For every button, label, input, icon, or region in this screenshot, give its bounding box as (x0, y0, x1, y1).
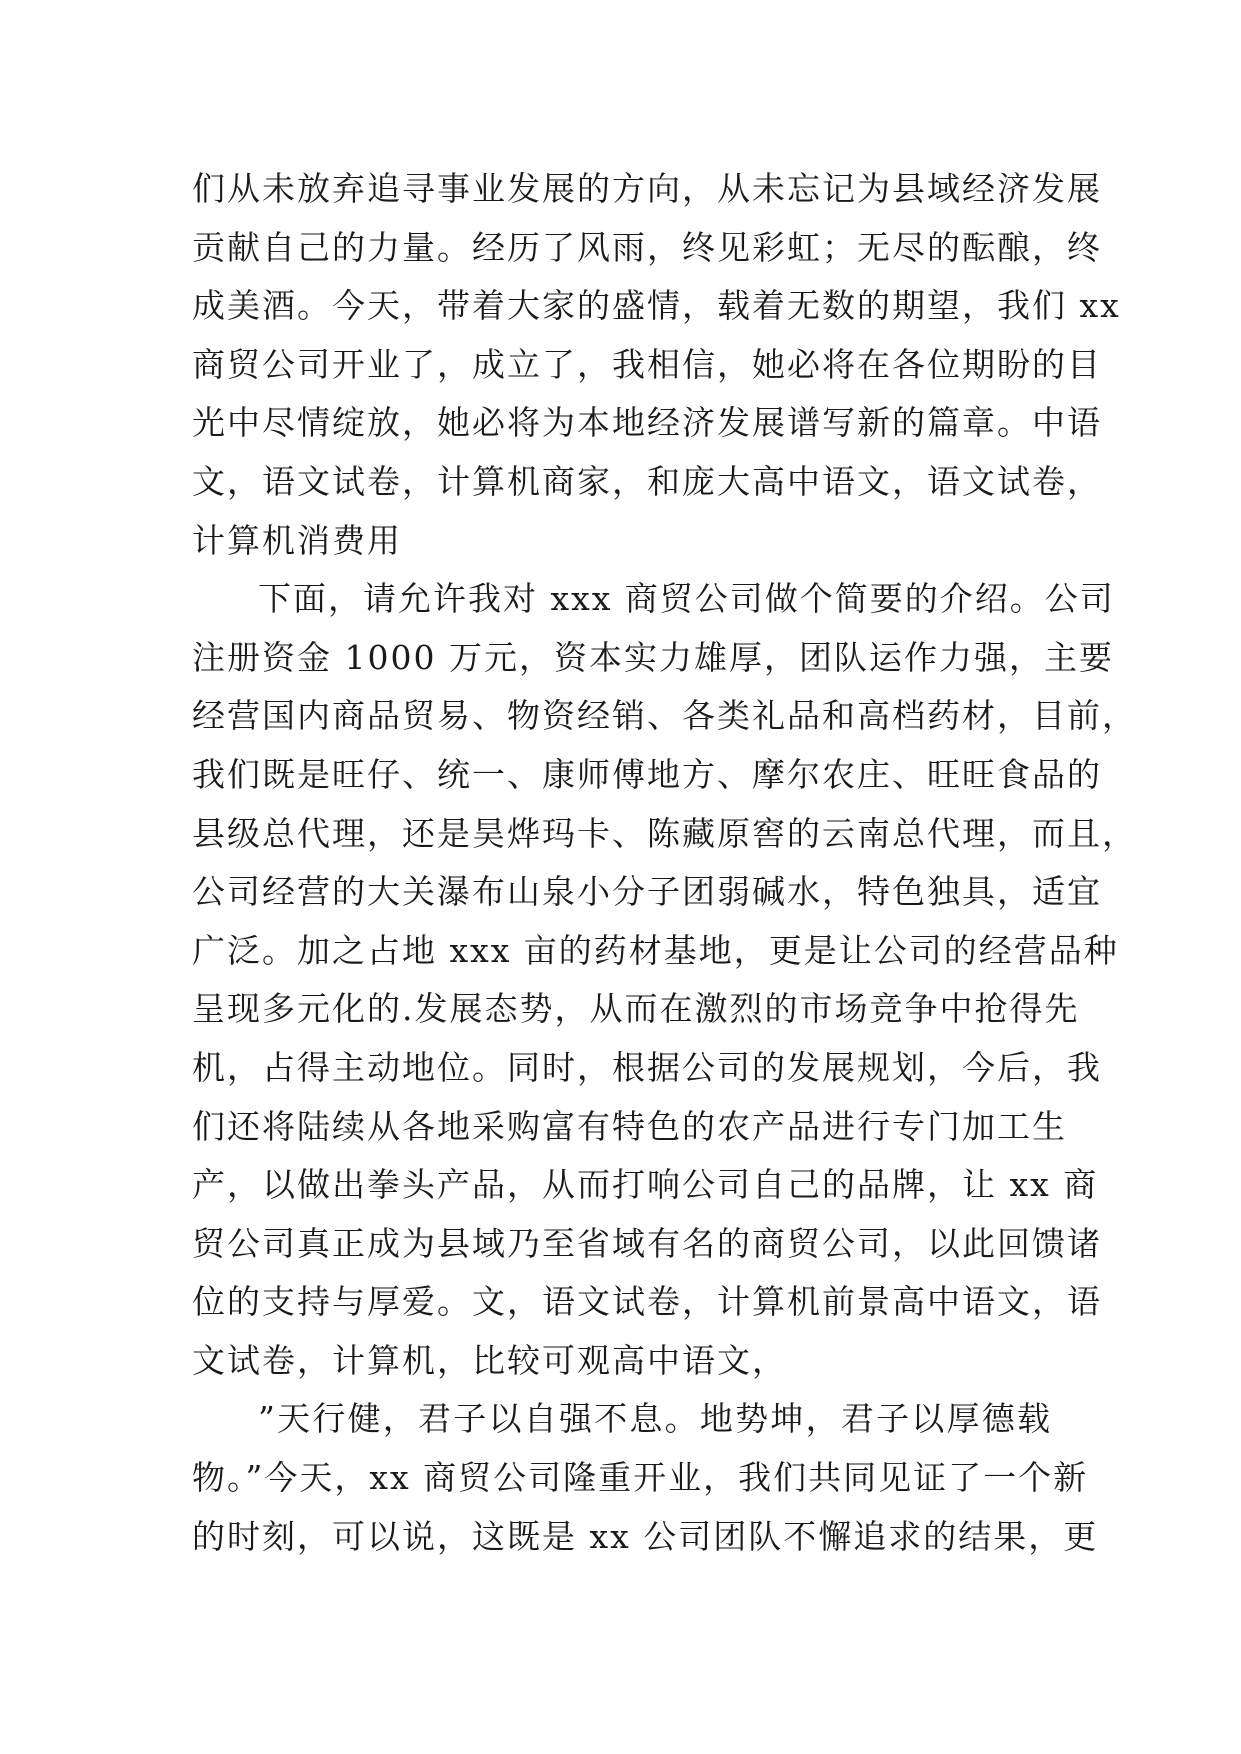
text-line: 计算机消费用 (192, 520, 402, 560)
text-line: 贡献自己的力量。经历了风雨，终见彩虹；无尽的酝酿，终 (192, 227, 1102, 267)
text-line: 成美酒。今天，带着大家的盛情，载着无数的期望，我们 xx (192, 286, 1121, 326)
text-line: 文，语文试卷，计算机商家，和庞大高中语文，语文试卷， (192, 461, 1102, 501)
paragraph-1 (192, 160, 1121, 570)
text-line: 经营国内商品贸易、物资经销、各类礼品和高档药材，目前， (192, 696, 1137, 736)
text-line: 注册资金 1000 万元，资本实力雄厚，团队运作力强，主要 (192, 637, 1114, 677)
text-line: 光中尽情绽放，她必将为本地经济发展谱写新的篇章。中语 (192, 403, 1102, 443)
text-line: 商贸公司开业了，成立了，我相信，她必将在各位期盼的目 (192, 344, 1102, 384)
text-line: ”天行健，君子以自强不息。地势坤，君子以厚德载 (258, 1399, 1052, 1439)
text-line: 贸公司真正成为县域乃至省域有名的商贸公司，以此回馈诸 (192, 1223, 1102, 1263)
text-line: 公司经营的大关瀑布山泉小分子团弱碱水，特色独具，适宜 (192, 872, 1102, 912)
paragraph-2 (192, 570, 1137, 1390)
text-line: 机，占得主动地位。同时，根据公司的发展规划，今后，我 (192, 1047, 1102, 1087)
text-line: 物。”今天，xx 商贸公司隆重开业，我们共同见证了一个新 (192, 1458, 1089, 1498)
text-line: 的时刻，可以说，这既是 xx 公司团队不懈追求的结果，更 (192, 1516, 1099, 1556)
text-line: 位的支持与厚爱。文，语文试卷，计算机前景高中语文，语 (192, 1282, 1102, 1322)
text-line: 呈现多元化的.发展态势，从而在激烈的市场竞争中抢得先 (192, 989, 1080, 1029)
text-line: 产，以做出拳头产品，从而打响公司自己的品牌，让 xx 商 (192, 1165, 1099, 1205)
text-line: 广泛。加之占地 xxx 亩的药材基地，更是让公司的经营品种 (192, 930, 1119, 970)
text-line: 我们既是旺仔、统一、康师傅地方、摩尔农庄、旺旺食品的 (192, 754, 1102, 794)
text-line: 们还将陆续从各地采购富有特色的农产品进行专门加工生 (192, 1106, 1067, 1146)
document-body (192, 160, 1137, 1566)
text-line: 文试卷，计算机，比较可观高中语文， (192, 1340, 787, 1380)
text-line: 县级总代理，还是昊烨玛卡、陈藏原窖的云南总代理，而且， (192, 813, 1137, 853)
text-line: 下面，请允许我对 xxx 商贸公司做个简要的介绍。公司 (258, 579, 1115, 619)
text-line: 们从未放弃追寻事业发展的方向，从未忘记为县域经济发展 (192, 169, 1102, 208)
paragraph-3 (192, 1390, 1099, 1566)
